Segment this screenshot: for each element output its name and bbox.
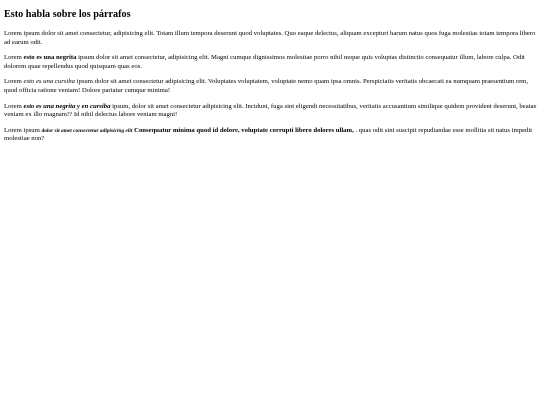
document-page bbox=[0, 9, 540, 144]
paragraph-bold-italic-rest: ipsum, dolor sit amet consectetur adipisicing elit. Incidunt, fuga sint eligendi necessitatibus, veritatis accusantium similique quidem provident deserunt, beatae veniam ex illo magnam!? Id nihil delectus labore veniam magni! bbox=[4, 102, 537, 119]
paragraph-italic-rest: ipsum dolor sit amet consectetur adipisicing elit. Voluptates voluptatem, voluptate nemo quam ipsa omnis. Perspiciatis veritatis obcaecati ea numquam praesentium rem, quod officia ratione veniam! Dolore pariatur cumque minima! bbox=[4, 78, 529, 95]
bold-italic-wrapper bbox=[24, 103, 111, 110]
paragraph-italic-lead: Lorem bbox=[4, 78, 24, 86]
page-heading: Esto habla sobre los párrafos bbox=[4, 9, 131, 20]
paragraph-mixed-lead: Lorem ipsum bbox=[4, 126, 42, 134]
paragraph-mixed bbox=[4, 127, 537, 144]
paragraph-bold-italic-lead: Lorem bbox=[4, 102, 24, 110]
paragraph-bold-italic bbox=[4, 103, 537, 120]
paragraph-plain bbox=[4, 30, 537, 47]
paragraph-italic bbox=[4, 78, 537, 95]
bold-text: esto es una negrita bbox=[23, 54, 77, 62]
paragraph-mixed-rest: . quas odit sint suscipit repudiandae esse mollitia sit natus impedit molestiae non? bbox=[4, 126, 533, 143]
mixed-bold-text: Consequatur minima quod id dolore, voluptate corrupti libero dolores ullam, bbox=[132, 126, 354, 134]
paragraph-plain-text: Lorem ipsum dolor sit amet consectetur, adipisicing elit. Totam illum tempora deserunt quod voluptates. Quo eaque delectus, aliquam excepturi harum natus quos fuga molestias totam tempora libero ad earum odit. bbox=[4, 30, 536, 46]
paragraph-bold bbox=[4, 54, 537, 71]
bold-italic-text: esto es una negrita y en cursiba bbox=[23, 102, 111, 110]
italic-text: esto es una cursiba bbox=[23, 78, 75, 86]
small-bold-italic-text: dolor sit amet consectetur adipisicing elit bbox=[41, 127, 133, 134]
paragraph-bold-rest: ipsum dolor sit amet consectetur, adipisicing elit. Magni cumque dignissimos molestiae porro nihil neque quis voluptas distinctio consequatur illum, labore culpa. Odit dolorem quae repellendus quod quisquam quas eos. bbox=[4, 54, 525, 71]
small-bold-italic-wrapper bbox=[42, 128, 133, 134]
paragraph-bold-lead: Lorem bbox=[4, 54, 24, 62]
